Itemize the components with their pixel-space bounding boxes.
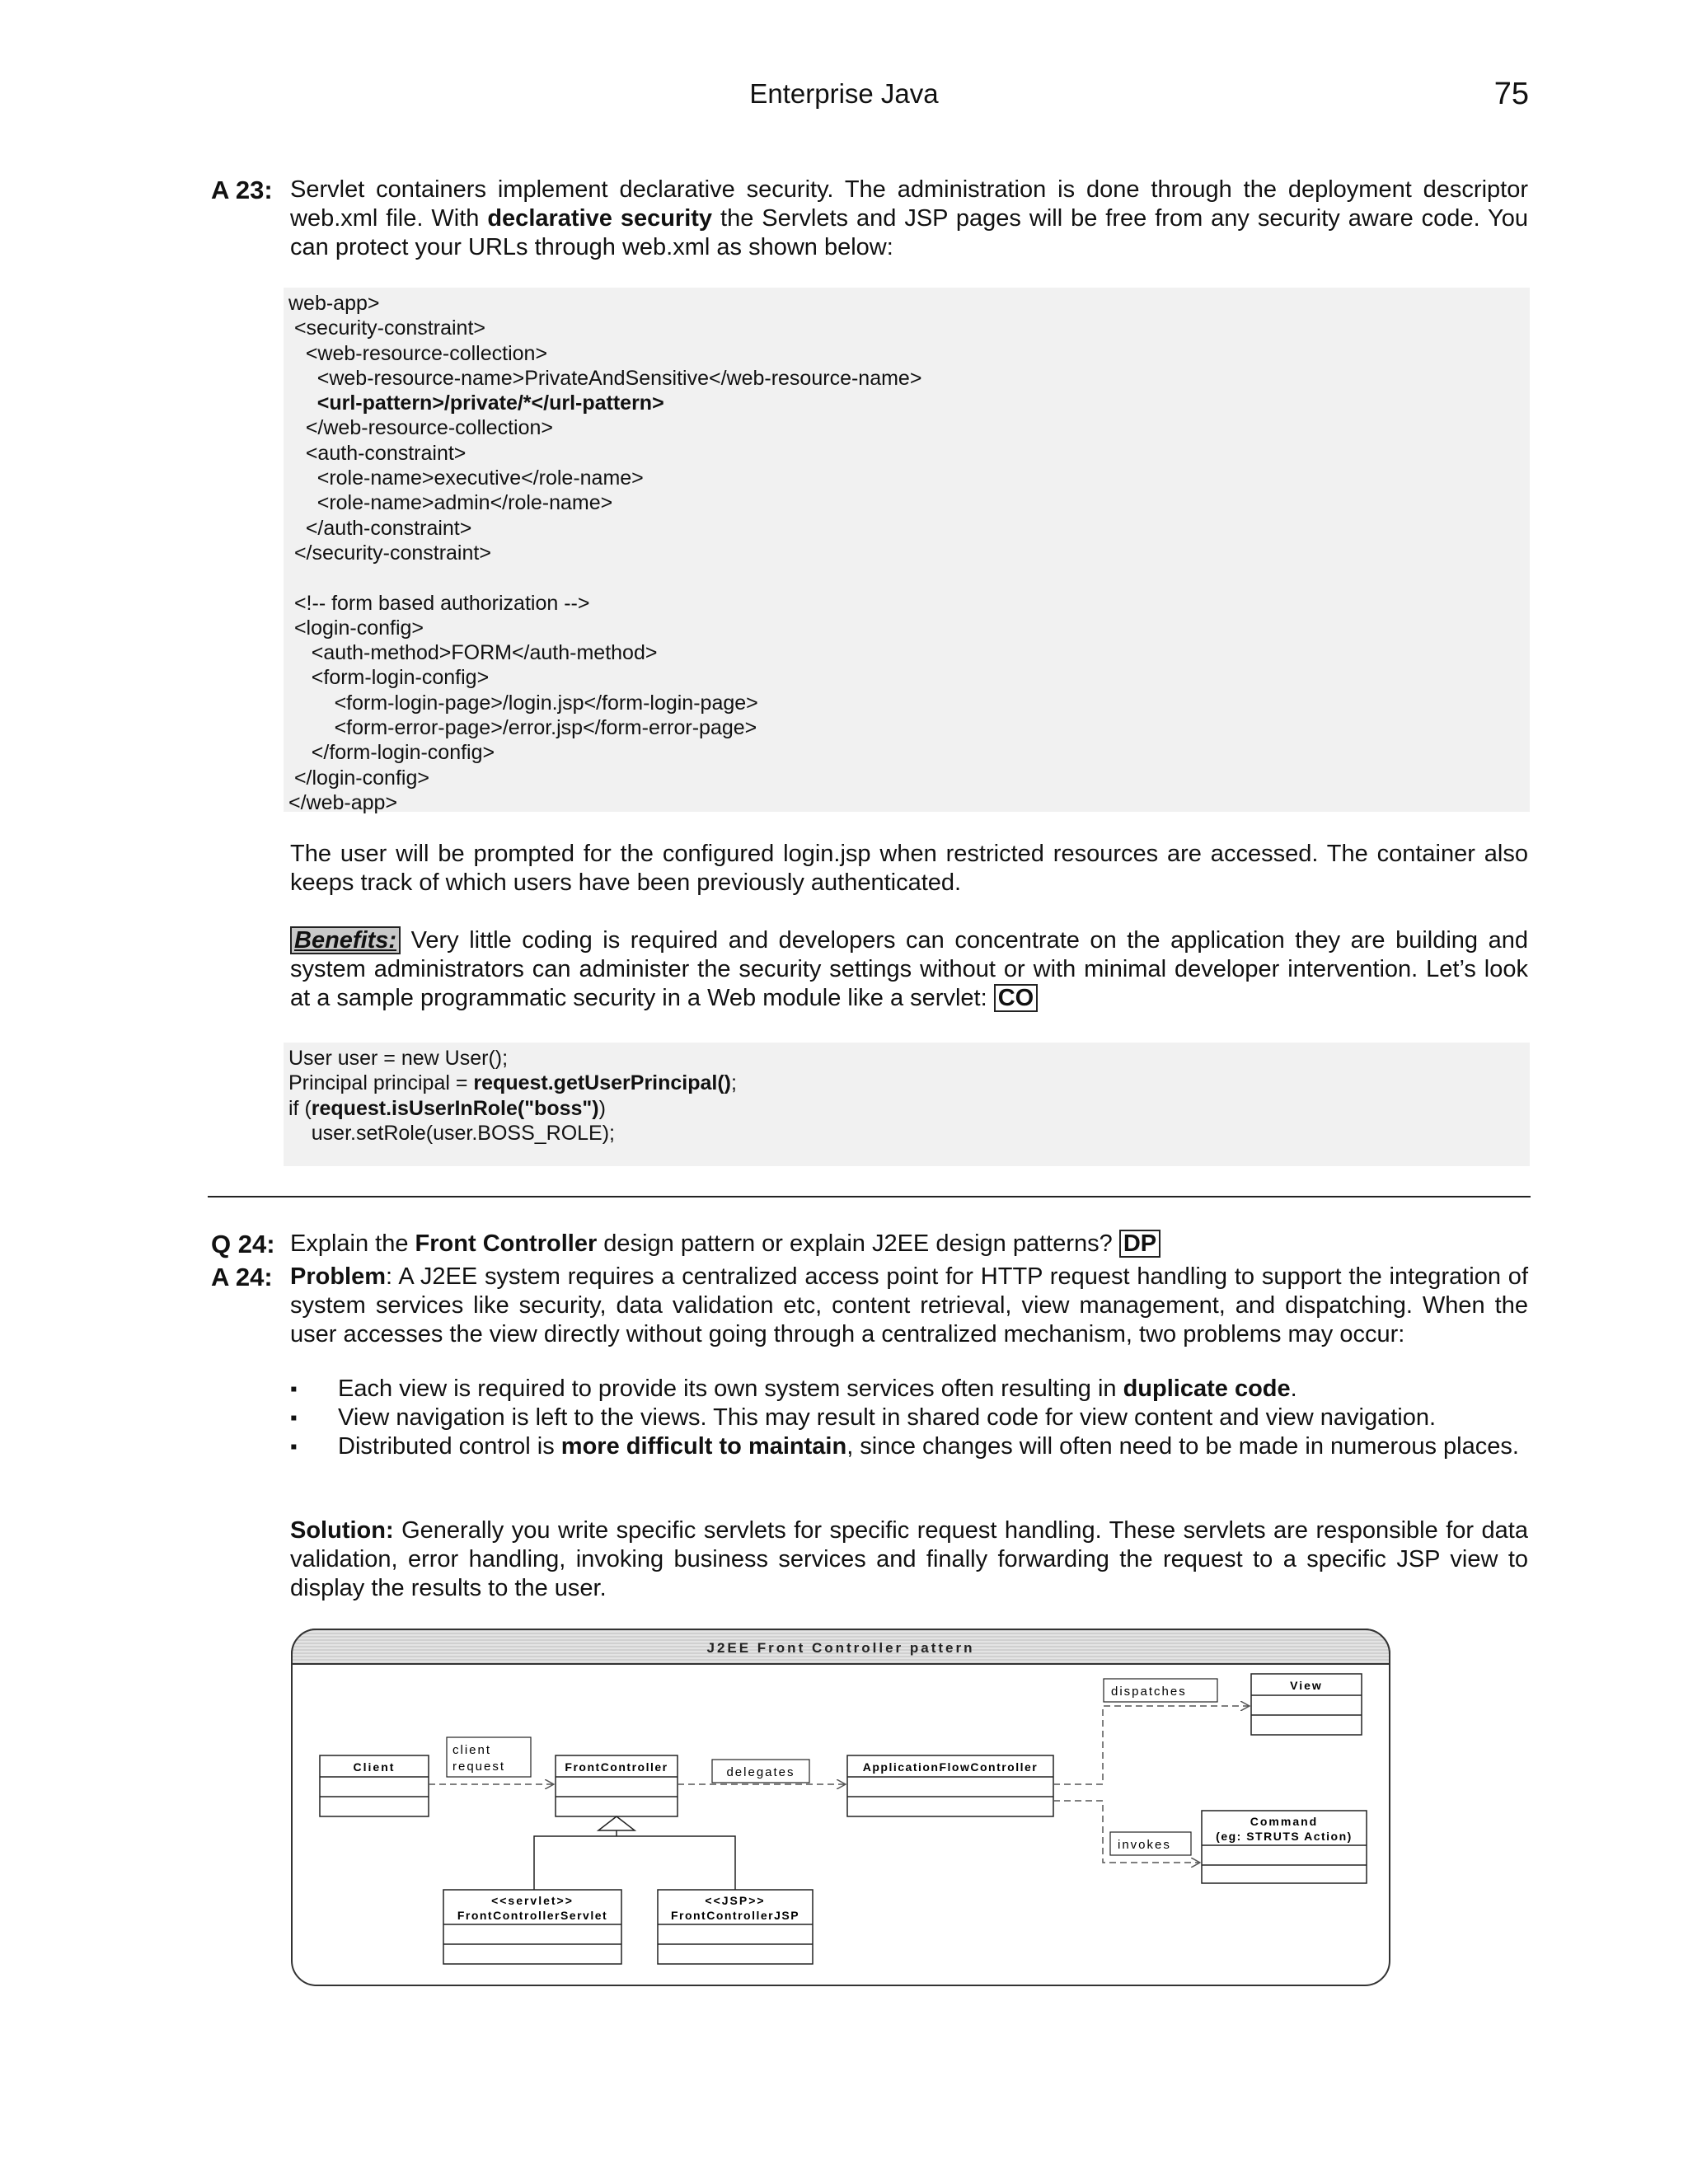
- code-line: <form-login-config>: [288, 666, 490, 690]
- code-line: <web-resource-name>PrivateAndSensitive</web-resource-name>: [288, 366, 922, 390]
- svg-text:client: client: [452, 1743, 492, 1757]
- bullet-item: ▪ View navigation is left to the views. This may result in shared code for view content and view navigation.: [290, 1404, 1437, 1431]
- answer-23-paragraph-2: The user will be prompted for the configured login.jsp when restricted resources are accessed. The container also keeps track of which users have been previously authenticated.: [290, 841, 1528, 896]
- code-line: <web-resource-collection>: [288, 341, 548, 365]
- page-number: 75: [1493, 77, 1529, 111]
- client-class-box: [320, 1755, 429, 1816]
- section-divider: [208, 1196, 1531, 1197]
- web-xml-code-block: [284, 288, 1530, 812]
- answer-23-intro: Servlet containers implement declarative security. The administration is done through the deployment descriptor web.xml file. With declarative security the Servlets and JSP pages will be free from any security aware code. You can protect your URLs through web.xml as shown below:: [290, 176, 1528, 260]
- svg-text:<<JSP>>: <<JSP>>: [705, 1894, 766, 1907]
- code-line: web-app>: [288, 292, 380, 315]
- dp-tag: DP: [1119, 1230, 1160, 1258]
- diagram-title: J2EE Front Controller pattern: [706, 1640, 975, 1656]
- code-line: User user = new User();: [288, 1047, 509, 1070]
- problem-bullet-list: [290, 1375, 1528, 1461]
- code-line: </web-app>: [288, 790, 398, 814]
- front-controller-jsp-label: FrontControllerJSP: [670, 1909, 800, 1922]
- code-line: <role-name>admin</role-name>: [288, 491, 613, 515]
- code-line: <form-error-page>/error.jsp</form-error-page>: [288, 716, 757, 740]
- servlet-security-code-block: [284, 1043, 1530, 1166]
- invokes-note: [1110, 1832, 1191, 1855]
- code-line: </form-login-config>: [288, 741, 495, 765]
- code-line: <auth-constraint>: [288, 441, 467, 465]
- application-flow-controller-label: ApplicationFlowController: [862, 1760, 1039, 1774]
- bullet-item: ▪ Distributed control is more difficult to maintain, since changes will often need to be made in numerous places.: [290, 1433, 1519, 1460]
- answer-24-label: A 24:: [211, 1263, 273, 1291]
- client-request-note: [447, 1737, 531, 1777]
- solution-paragraph: Solution: Generally you write specific servlets for specific request handling. These servlets are responsible for data validation, error handling, invoking business services and finally forwarding the request to a specific JSP view to display the results to the user.: [290, 1517, 1528, 1601]
- question-24-label: Q 24:: [211, 1230, 275, 1258]
- code-line: </security-constraint>: [288, 541, 491, 565]
- code-line: user.setRole(user.BOSS_ROLE);: [288, 1121, 615, 1145]
- command-class-box: [1202, 1811, 1367, 1883]
- co-tag: CO: [994, 984, 1039, 1012]
- code-line: </auth-constraint>: [288, 516, 472, 540]
- code-line: <auth-method>FORM</auth-method>: [288, 641, 658, 665]
- svg-text:request: request: [452, 1760, 506, 1774]
- view-class-box: [1251, 1674, 1362, 1735]
- code-line: if (request.isUserInRole("boss")): [288, 1096, 606, 1120]
- front-controller-servlet-class-box: [443, 1890, 621, 1964]
- front-controller-label: FrontController: [565, 1760, 668, 1774]
- answer-23-label: A 23:: [211, 176, 273, 204]
- command-label: Command: [1250, 1815, 1319, 1828]
- code-line: <role-name>executive</role-name>: [288, 466, 644, 490]
- bullet-item: ▪ Each view is required to provide its own system services often resulting in duplicate code.: [290, 1376, 1297, 1402]
- code-line: [288, 565, 1530, 590]
- code-line: <login-config>: [288, 616, 424, 640]
- running-header-title: Enterprise Java: [749, 78, 939, 109]
- svg-text:<<servlet>>: <<servlet>>: [491, 1894, 574, 1907]
- svg-text:invokes: invokes: [1118, 1838, 1171, 1852]
- command-sublabel: (eg: STRUTS Action): [1216, 1830, 1353, 1843]
- benefits-label: Benefits:: [290, 926, 401, 954]
- application-flow-controller-class-box: [847, 1755, 1053, 1816]
- benefits-paragraph: Benefits: Very little coding is required and developers can concentrate on the application they are building and system administrators can administer the security settings without or with minimal developer intervention. Let’s look at a sample programmatic security in a Web module like a servlet: CO: [290, 927, 1528, 1011]
- front-controller-class-box: [556, 1755, 678, 1816]
- client-label: Client: [353, 1760, 396, 1774]
- question-24-text: Explain the Front Controller design pattern or explain J2EE design patterns? DP: [290, 1230, 1528, 1258]
- code-line: <security-constraint>: [288, 316, 485, 340]
- problem-paragraph: Problem: A J2EE system requires a centralized access point for HTTP request handling to support the integration of system services like security, data validation etc, content retrieval, view management, and dispatching. When the user accesses the view directly without going through a centralized mechanism, two problems may occur:: [290, 1263, 1528, 1347]
- front-controller-jsp-class-box: [658, 1890, 813, 1964]
- code-line: Principal principal = request.getUserPrincipal();: [288, 1071, 737, 1095]
- dispatches-note: [1104, 1679, 1217, 1702]
- code-line: <form-login-page>/login.jsp</form-login-page>: [288, 691, 758, 715]
- code-line: </login-config>: [288, 766, 429, 790]
- code-line: </web-resource-collection>: [288, 416, 553, 440]
- front-controller-diagram: [290, 1628, 1391, 1987]
- front-controller-servlet-label: FrontControllerServlet: [457, 1909, 608, 1922]
- svg-text:delegates: delegates: [726, 1765, 795, 1779]
- code-line: <!-- form based authorization -->: [288, 591, 590, 615]
- code-line: <url-pattern>/private/*</url-pattern>: [288, 391, 664, 415]
- view-label: View: [1290, 1679, 1323, 1692]
- delegates-note: [712, 1760, 809, 1783]
- svg-text:dispatches: dispatches: [1111, 1685, 1187, 1699]
